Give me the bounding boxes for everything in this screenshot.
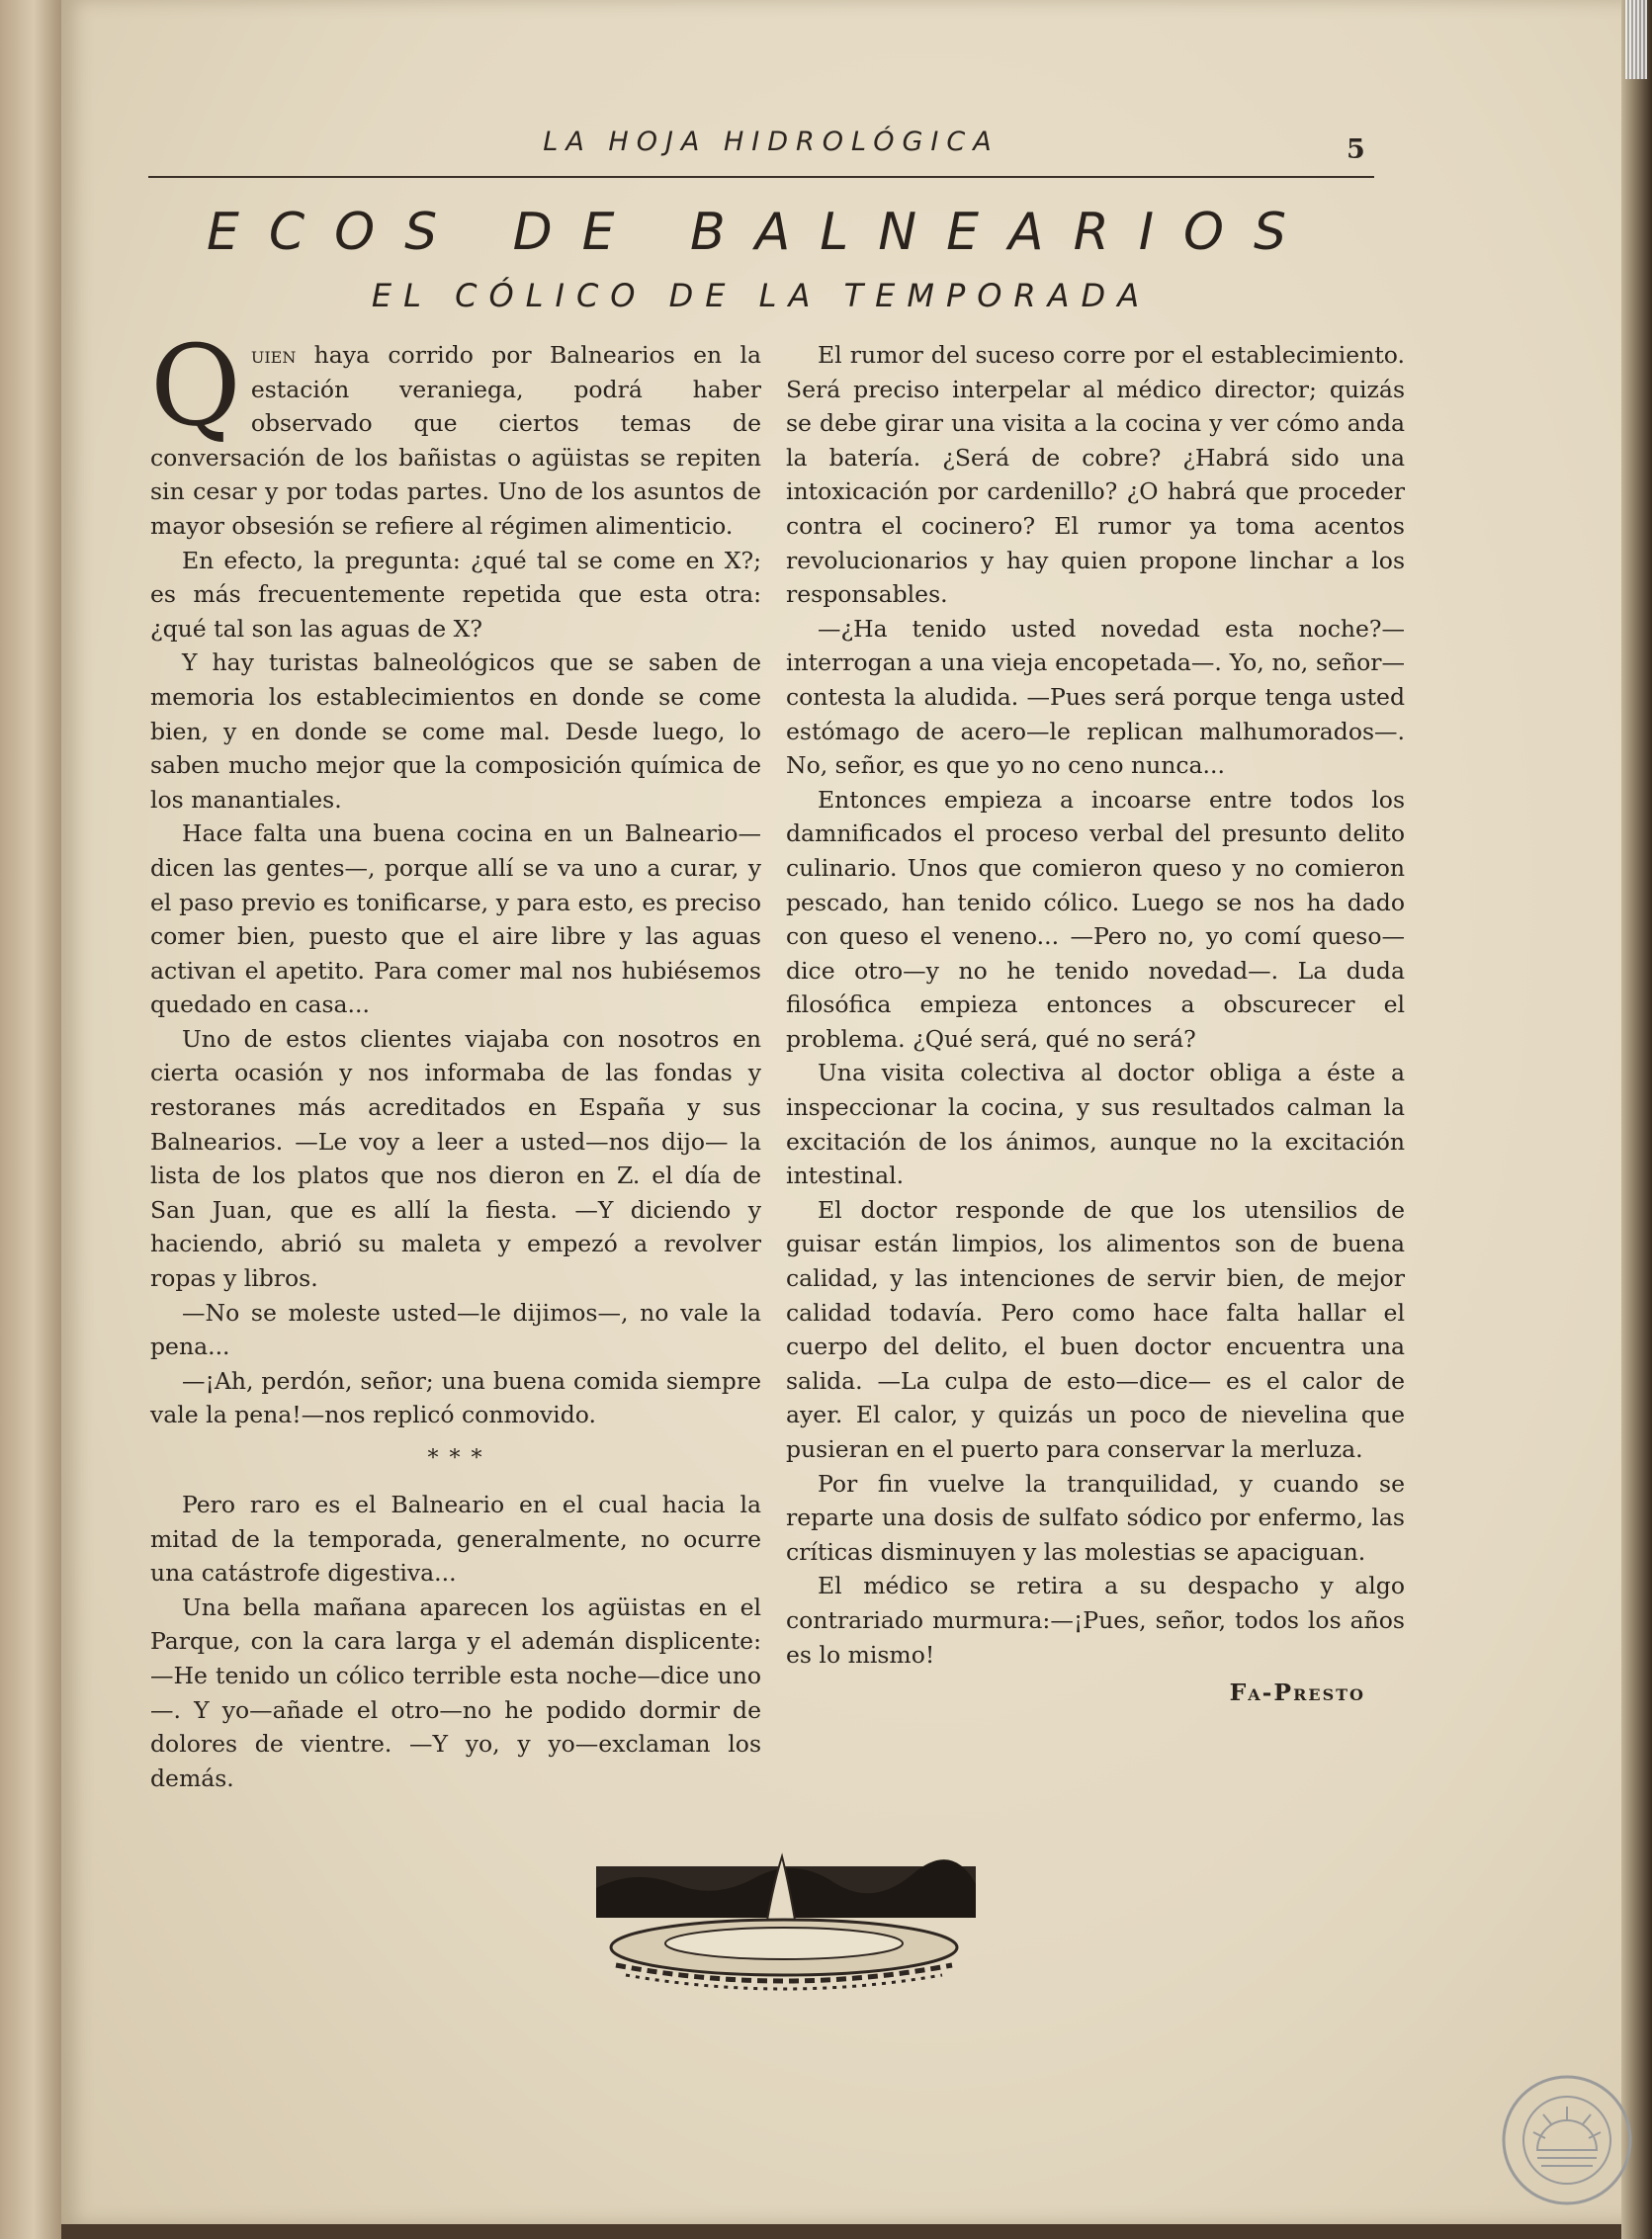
opening-paragraph [150,322,761,544]
academy-seal-stamp [1498,2071,1636,2209]
paragraph: Y hay turistas balneológicos que se saben de memoria los establecimientos en donde se come bien, y en donde se come mal. Desde luego, lo saben mucho mejor que la composición química de los manantiales. [150,648,761,814]
right-column [786,338,1405,1710]
left-column [150,322,761,1795]
paragraph-text: haya corrido por Balnearios en la estación veraniega, podrá haber observado que ciertos temas de conversación de los bañistas o agüistas se repiten sin cesar y por todas partes. Uno de los asuntos de mayor obsesión se refiere al régimen alimenticio. [150,341,761,540]
article-title: ECOS DE BALNEARIOS [206,203,1316,262]
previous-page-edge [0,0,61,2239]
paragraph: Entonces empieza a incoarse entre todos los damnificados el proceso verbal del presunto delito culinario. Unos que comieron queso y no comieron pescado, han tenido cólico. Luego se nos ha dado con queso el veneno... —Pero no, yo comí queso—dice otro—y no he tenido novedad—. La duda filosófica empieza entonces a obscurecer el problema. ¿Qué será, qué no será? [786,785,1405,1053]
paragraph: Por fin vuelve la tranquilidad, y cuando se reparte una dosis de sulfato sódico por enfermo, las críticas disminuyen y las molestias se apaciguan. [786,1469,1405,1566]
paragraph: En efecto, la pregunta: ¿qué tal se come en X?; es más frecuentemente repetida que esta otra: ¿qué tal son las aguas de X? [150,546,761,643]
paragraph: Uno de estos clientes viajaba con nosotros en cierta ocasión y nos informaba de las fondas y restoranes más acreditados en España y sus Balnearios. —Le voy a leer a usted—nos dijo— la lista de los platos que nos dieron en Z. el día de San Juan, que es allí la fiesta. —Y diciendo y haciendo, abrió su maleta y empezó a revolver ropas y libros. [150,1024,761,1293]
running-title: LA HOJA HIDROLÓGICA [543,127,1000,157]
paragraph: Una visita colectiva al doctor obliga a éste a inspeccionar la cocina, y sus resultados calman la excitación de los ánimos, aunque no la excitación intestinal. [786,1059,1405,1190]
section-break-asterism: * * * [427,1446,484,1471]
paragraph: —No se moleste usted—le dijimos—, no vale la pena... [150,1298,761,1361]
paragraph: El rumor del suceso corre por el establecimiento. Será preciso interpelar al médico director; quizás se debe girar una visita a la cocina y ver cómo anda la batería. ¿Será de cobre? ¿Habrá sido una intoxicación por cardenillo? ¿O habrá que proceder contra el cocinero? El rumor ya toma acentos revolucionarios y hay quien propone linchar a los responsables. [786,341,1405,609]
article-subtitle: EL CÓLICO DE LA TEMPORADA [371,277,1152,314]
running-header [148,127,1374,178]
paragraph: El médico se retira a su despacho y algo contrariado murmura:—¡Pues, señor, todos los años es lo mismo! [786,1572,1405,1669]
author-signature: Fa-Presto [1229,1679,1365,1707]
paragraph: —¿Ha tenido usted novedad esta noche?—interrogan a una vieja encopetada—. Yo, no, señor—contesta la aludida. —Pues será porque tenga usted estómago de acero—le replican malhumorados—. No, señor, es que yo no ceno nunca... [786,614,1405,780]
paragraph: Pero raro es el Balneario en el cual hacia la mitad de la temporada, generalmente, no ocurre una catástrofe digestiva... [150,1491,761,1588]
paragraph: —¡Ah, perdón, señor; una buena comida siempre vale la pena!—nos replicó conmovido. [150,1366,761,1429]
book-edge [1621,0,1652,2239]
paragraph: Hace falta una buena cocina en un Balneario—dicen las gentes—, porque allí se va uno a curar, y el paso previo es tonificarse, y para esto, es preciso comer bien, puesto que el aire libre y las aguas activan el apetito. Para comer mal nos hubiésemos quedado en casa... [150,819,761,1019]
paragraph: El doctor responde de que los utensilios de guisar están limpios, los alimentos son de buena calidad, y las intenciones de servir bien, de mejor calidad todavía. Pero como hace falta hallar el cuerpo del delito, el buen doctor encuentra una salida. —La culpa de esto—dice— es el calor de ayer. El calor, y quizás un poco de nievelina que pusieran en el puerto para conservar la merluza. [786,1195,1405,1463]
color-calibration-strip [1625,0,1647,79]
paragraph: Una bella mañana aparecen los agüistas en el Parque, con la cara larga y el ademán displicente:—He tenido un cólico terrible esta noche—dice uno—. Y yo—añade el otro—no he podido dormir de dolores de vientre. —Y yo, y yo—exclaman los demás. [150,1593,761,1792]
opening-word: uien [250,341,297,369]
drop-cap: Q [150,322,241,451]
fountain-vignette-illustration [596,1849,976,1997]
page-number: 5 [1347,134,1365,165]
